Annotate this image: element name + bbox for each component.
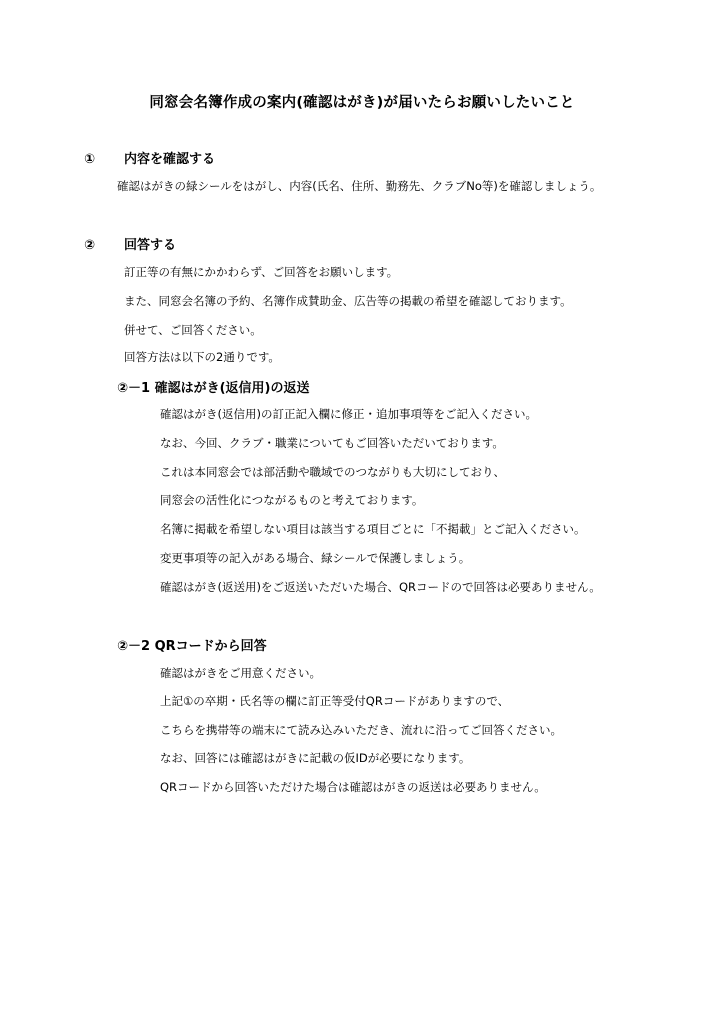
section-1-heading <box>84 148 215 167</box>
section-1-line: 確認はがきの緑シールをはがし、内容(氏名、住所、勤務先、クラブNo等)を確認しましょう。 <box>117 179 602 193</box>
subsection-2-2-heading: ②－2 QRコードから回答 <box>117 639 267 654</box>
section-2-heading <box>84 234 176 253</box>
subsection-2-1-line: 名簿に掲載を希望しない項目は該当する項目ごとに「不掲載」とご記入ください。 <box>160 522 586 536</box>
subsection-2-1-line: 確認はがき(返信用)の訂正記入欄に修正・追加事項等をご記入ください。 <box>160 407 537 421</box>
subsection-2-1-line: これは本同窓会では部活動や職域でのつながりも大切にしており、 <box>160 465 505 479</box>
section-2-line: また、同窓会名簿の予約、名簿作成賛助金、広告等の掲載の希望を確認しております。 <box>124 294 572 308</box>
section-2-line: 回答方法は以下の2通りです。 <box>124 350 280 364</box>
section-2-line: 併せて、ご回答ください。 <box>124 323 262 337</box>
page-title: 同窓会名簿作成の案内(確認はがき)が届いたらお願いしたいこと <box>149 95 575 111</box>
subsection-2-1-line: 確認はがき(返送用)をご返送いただいた場合、QRコードので回答は必要ありません。 <box>160 580 601 594</box>
section-2-line: 訂正等の有無にかかわらず、ご回答をお願いします。 <box>124 265 399 279</box>
subsection-2-1-line: 同窓会の活性化につながるものと考えております。 <box>160 493 424 507</box>
subsection-2-1-line: なお、今回、クラブ・職業についてもご回答いただいております。 <box>160 436 504 450</box>
section-2-number: ② <box>84 238 96 253</box>
subsection-2-2-line: なお、回答には確認はがきに記載の仮IDが必要になります。 <box>160 751 471 765</box>
subsection-2-2-line: 上記①の卒期・氏名等の欄に訂正等受付QRコードがありますので、 <box>160 694 510 708</box>
subsection-2-2-line: こちらを携帯等の端末にて読み込みいただき、流れに沿ってご回答ください。 <box>160 723 563 737</box>
section-2-title: 回答する <box>124 238 177 253</box>
subsection-2-1-line: 変更事項等の記入がある場合、緑シールで保護しましょう。 <box>160 551 471 565</box>
subsection-2-2-line: 確認はがきをご用意ください。 <box>160 666 321 680</box>
section-1-title: 内容を確認する <box>124 152 216 167</box>
subsection-2-2-line: QRコードから回答いただけた場合は確認はがきの返送は必要ありません。 <box>160 780 546 794</box>
section-1-number: ① <box>84 152 96 167</box>
subsection-2-1-heading: ②－1 確認はがき(返信用)の返送 <box>117 381 310 396</box>
